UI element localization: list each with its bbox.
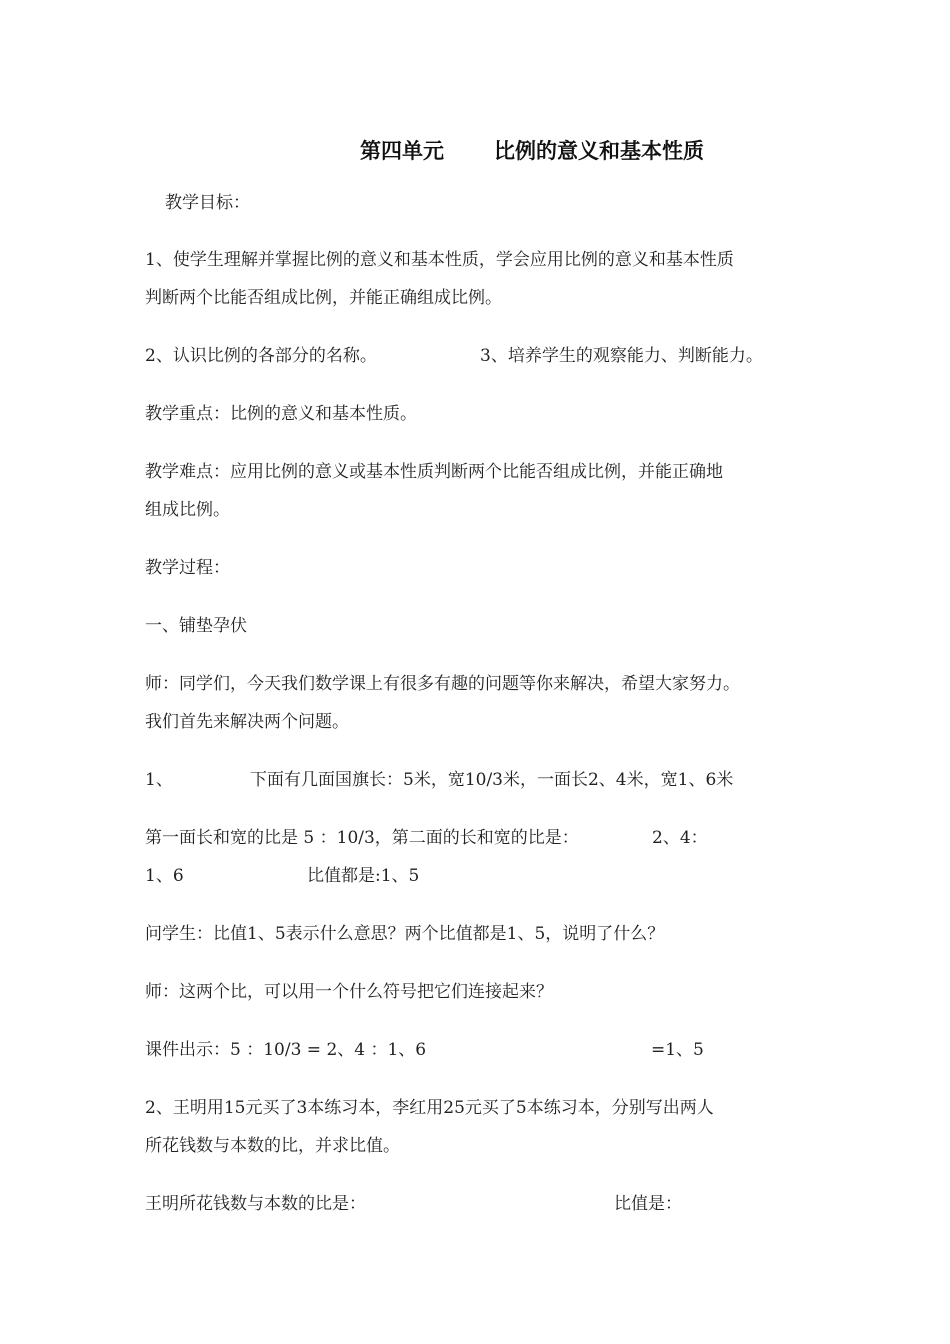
- goals-heading: 教学目标：: [165, 193, 250, 213]
- title-topic: 比例的意义和基本性质: [494, 138, 704, 163]
- title-unit: 第四单元: [360, 138, 444, 163]
- problem2-line1: 2、王明用15元买了3本练习本，李红用25元买了5本练习本，分别写出两人: [145, 1098, 714, 1118]
- key-point: 教学重点：比例的意义和基本性质。: [145, 404, 417, 424]
- problem1-number: 1、: [145, 770, 173, 790]
- goal3: 3、培养学生的观察能力、判断能力。: [480, 346, 763, 366]
- teacher-question: 师：这两个比，可以用一个什么符号把它们连接起来？: [145, 982, 553, 1002]
- section-heading: 一、铺垫孕伏: [145, 616, 247, 636]
- process-heading: 教学过程：: [145, 558, 230, 578]
- ratio-line2-left: 1、6: [145, 866, 184, 886]
- goal1-line2: 判断两个比能否组成比例，并能正确组成比例。: [145, 288, 502, 308]
- courseware-left: 课件出示：5 ：10/3 = 2、4 ：1、6: [145, 1040, 427, 1060]
- teacher-intro-line1: 师：同学们，今天我们数学课上有很多有趣的问题等你来解决，希望大家努力。: [145, 674, 740, 694]
- problem1-text: 下面有几面国旗长：5米，宽10/3米，一面长2、4米，宽1、6米: [250, 770, 734, 790]
- courseware-right: =1、5: [651, 1040, 704, 1060]
- wangming-left: 王明所花钱数与本数的比是：: [145, 1194, 366, 1214]
- ratio-line-tail: 2、4：: [652, 828, 708, 848]
- difficulty-line2: 组成比例。: [145, 500, 230, 520]
- question-students: 问学生：比值1、5表示什么意思？两个比值都是1、5，说明了什么？: [145, 924, 665, 944]
- ratio-line2-right: 比值都是:1、5: [307, 866, 420, 886]
- problem2-line2: 所花钱数与本数的比，并求比值。: [145, 1136, 400, 1156]
- goal1-line1: 1、使学生理解并掌握比例的意义和基本性质，学会应用比例的意义和基本性质: [145, 250, 734, 270]
- difficulty-line1: 教学难点：应用比例的意义或基本性质判断两个比能否组成比例，并能正确地: [145, 462, 723, 482]
- goal2: 2、认识比例的各部分的名称。: [145, 346, 377, 366]
- page-title: [360, 136, 704, 166]
- wangming-right: 比值是：: [614, 1194, 682, 1214]
- ratio-line: 第一面长和宽的比是 5 ：10/3，第二面的长和宽的比是：: [145, 828, 579, 848]
- teacher-intro-line2: 我们首先来解决两个问题。: [145, 712, 349, 732]
